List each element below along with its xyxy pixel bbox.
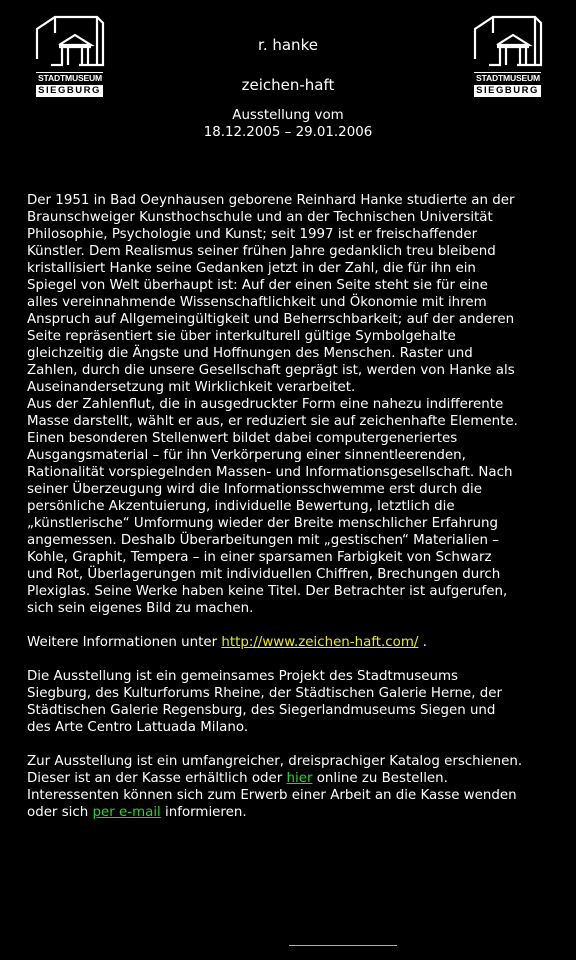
description-line: Aus der Zahlenflut, die in ausgedruckter Form eine nahezu indifferente (27, 397, 504, 412)
description-line: seiner Überzeugung wird die Informationsschwemme erst durch die (27, 482, 482, 497)
project-partners-paragraph (27, 668, 552, 736)
description-line: Kohle, Graphit, Tempera – in einer sparsamen Farbigkeit von Schwarz (27, 550, 492, 565)
partners-line: Städtischen Galerie Regensburg, des Siegerlandmuseums Siegen und (27, 703, 496, 718)
description-line: sich sein eigenes Bild zu machen. (27, 601, 254, 616)
logo-text-siegburg: SIEGBURG (36, 85, 103, 97)
artist-description (27, 192, 552, 617)
description-line: Der 1951 in Bad Oeynhausen geborene Reinhard Hanke studierte an der (27, 193, 515, 208)
author-name: r. hanke (258, 36, 318, 54)
description-line: kristallisiert Hanke seine Gedanken jetzt in der Zahl, die für ihn ein (27, 261, 476, 276)
description-line: Anspruch auf Allgemeingültigkeit und Beherrschbarkeit; auf der anderen (27, 312, 515, 327)
email-link[interactable]: per e-mail (92, 805, 161, 820)
description-line: Einen besonderen Stellenwert bildet dabei computergeneriertes (27, 431, 458, 446)
logo-text-stadtmuseum: STADTMUSEUM (476, 73, 540, 83)
description-line: Rationalität vorspiegelnden Massen- und Informationsgesellschaft. Nach (27, 465, 513, 480)
description-line: Braunschweiger Kunsthochschule und an der Technischen Universität (27, 210, 493, 225)
more-info-prefix: Weitere Informationen unter (27, 635, 222, 650)
description-line: und Rot, Überlagerungen mit individuellen Chiffren, Brechungen durch (27, 567, 501, 582)
catalog-text: oder sich (27, 805, 93, 820)
catalog-line-2 (27, 770, 552, 787)
description-line: Künstler. Dem Realismus seiner frühen Jahre gedanklich treu bleibend (27, 244, 496, 259)
exhibition-label: Ausstellung vom (232, 108, 344, 123)
catalog-text: online zu Bestellen. (312, 771, 448, 786)
description-line: Masse darstellt, wählt er aus, er reduziert sie auf zeichenhafte Elemente. (27, 414, 518, 429)
website-link[interactable]: http://www.zeichen-haft.com/ (221, 635, 419, 650)
catalog-line-3: Interessenten können sich zum Erwerb einer Arbeit an die Kasse wenden (27, 788, 517, 803)
main-content (27, 192, 552, 821)
description-line: Philosophie, Psychologie und Kunst; seit 1997 ist er freischaffender (27, 227, 478, 242)
description-line: angemessen. Deshalb Überarbeitungen mit „gestischen“ Materialien – (27, 533, 499, 548)
more-info-suffix: . (418, 635, 427, 650)
description-line: „künstlerische“ Umformung wieder der Breite menschlicher Erfahrung (27, 516, 498, 531)
catalog-line-4 (27, 804, 552, 821)
partners-line: Die Ausstellung ist ein gemeinsames Projekt des Stadtmuseums (27, 669, 459, 684)
description-line: gleichzeitig die Ängste und Hoffnungen des Menschen. Raster und (27, 346, 473, 361)
logo-text-stadtmuseum: STADTMUSEUM (38, 73, 102, 83)
description-line: Zahlen, durch die unsere Gesellschaft geprägt ist, werden von Hanke als (27, 363, 515, 378)
catalog-text: informieren. (160, 805, 247, 820)
description-line: persönliche Akzentuierung, individuelle Bewertung, letztlich die (27, 499, 455, 514)
description-line: Spiegel von Welt überhaupt ist: Auf der einen Seite steht sie für eine (27, 278, 488, 293)
description-line: Plexiglas. Seine Werke haben keine Titel. Der Betrachter ist aufgerufen, (27, 584, 508, 599)
exhibition-dates: 18.12.2005 – 29.01.2006 (203, 125, 373, 140)
more-info-line (27, 634, 552, 651)
description-line: Auseinandersetzung mit Wirklichkeit verarbeitet. (27, 380, 356, 395)
description-line: Ausgangsmaterial – für ihn Verkörperung einer sinnentleerenden, (27, 448, 466, 463)
logo-text-siegburg: SIEGBURG (474, 85, 541, 97)
description-line: alles vereinnahmende Wissenschaftlichkeit und Ökonomie mit ihrem (27, 295, 487, 310)
partners-line: Siegburg, des Kulturforums Rheine, der Städtischen Galerie Herne, der (27, 686, 502, 701)
description-line: Seite repräsentiert sie über interkulturell gültige Symbolgehalte (27, 329, 456, 344)
page-title: zeichen-haft (241, 76, 335, 94)
catalog-text: Dieser ist an der Kasse erhältlich oder (27, 771, 287, 786)
partners-line: des Arte Centro Lattuada Milano. (27, 720, 249, 735)
catalog-line-1: Zur Ausstellung ist ein umfangreicher, dreisprachiger Katalog erschienen. (27, 754, 523, 769)
order-online-link[interactable]: hier (286, 771, 313, 786)
footer-divider (289, 945, 397, 946)
